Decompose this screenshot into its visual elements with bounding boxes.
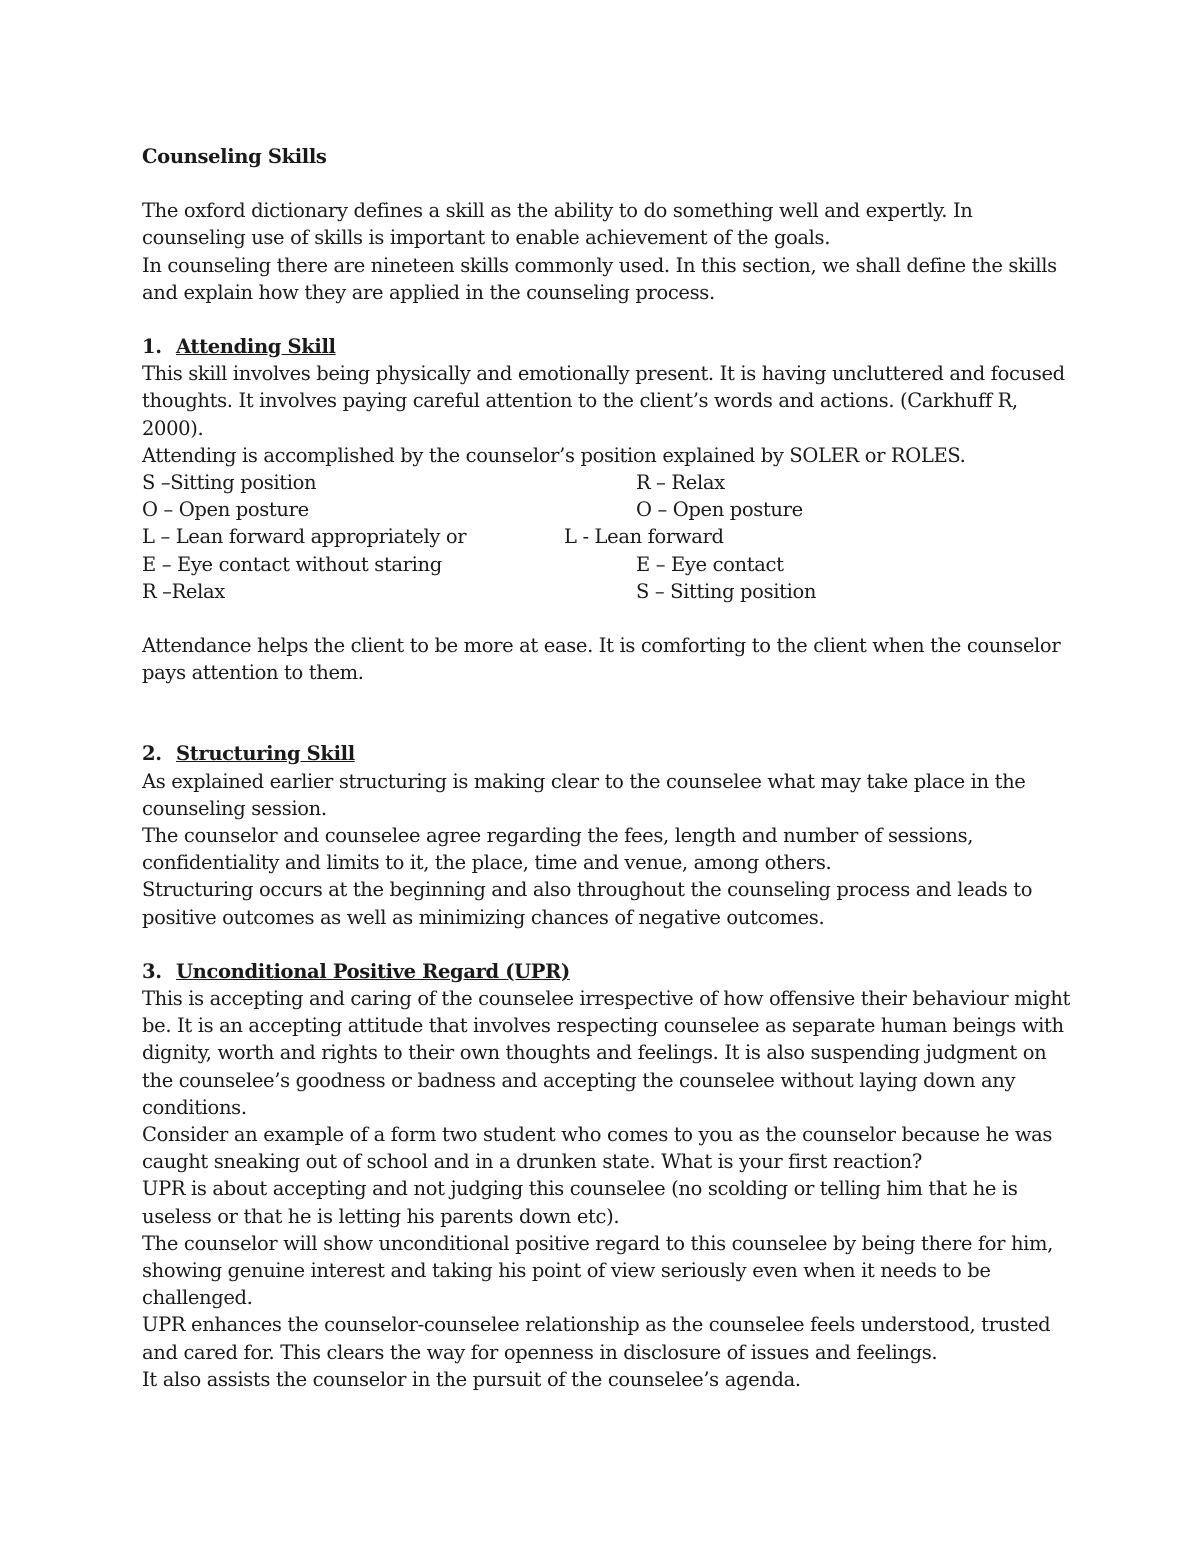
soler-row (142, 551, 1072, 578)
section-paragraph: The counselor will show unconditional positive regard to this counselee by being there for him, showing genuine interest and taking his point of view seriously even when it needs to be challenged. (142, 1231, 1054, 1310)
soler-row (142, 523, 1072, 550)
section-paragraph: It also assists the counselor in the pursuit of the counselee’s agenda. (142, 1367, 801, 1391)
section-paragraph: This is accepting and caring of the counselee irrespective of how offensive their behaviour might be. It is an accepting attitude that involves respecting counselee as separate human beings with dignity, worth and rights to their own thoughts and feelings. It is also suspending judgment on the counselee’s goodness or badness and accepting the counselee without laying down any conditions. (142, 987, 1071, 1119)
section-paragraph: The counselor and counselee agree regarding the fees, length and number of sessions, confidentiality and limits to it, the place, time and venue, among others. (142, 823, 974, 875)
soler-item: E – Eye contact without staring (142, 552, 442, 576)
section-paragraph: UPR is about accepting and not judging this counselee (no scolding or telling him that he is useless or that he is letting his parents down etc). (142, 1177, 1018, 1228)
section-paragraph: Attending is accomplished by the counselor’s position explained by SOLER or ROLES. (142, 443, 966, 467)
section-heading (142, 333, 1072, 360)
roles-item: O – Open posture (636, 498, 803, 522)
soler-item: L – Lean forward appropriately or (142, 525, 467, 549)
soler-item: R –Relax (142, 579, 225, 603)
section-number: 1. (142, 335, 162, 359)
soler-row (142, 469, 1072, 496)
document-page (142, 143, 1072, 1393)
section-paragraph: This skill involves being physically and emotionally present. It is having uncluttered and focused thoughts. It involves paying careful attention to the client’s words and actions. (Carkhuff R, 2000). (142, 362, 1065, 440)
section-paragraph: Consider an example of a form two student who comes to you as the counselor because he was caught sneaking out of school and in a drunken state. What is your first reaction? (142, 1123, 1053, 1174)
section-heading (142, 958, 1072, 985)
soler-item: O – Open posture (142, 498, 309, 522)
section-title: Structuring Skill (176, 742, 355, 766)
section-paragraph: Attendance helps the client to be more at ease. It is comforting to the client when the counselor pays attention to them. (142, 633, 1061, 685)
soler-row (142, 496, 1072, 523)
soler-row (142, 578, 1072, 605)
section-heading (142, 740, 1072, 767)
section-title: Unconditional Positive Regard (UPR) (176, 959, 570, 983)
section-title: Attending Skill (176, 335, 336, 359)
section-paragraph: UPR enhances the counselor-counselee relationship as the counselee feels understood, trusted and cared for. This clears the way for openness in disclosure of issues and feelings. (142, 1313, 1051, 1364)
intro-paragraph: In counseling there are nineteen skills commonly used. In this section, we shall define the skills and explain how they are applied in the counseling process. (142, 253, 1057, 304)
roles-item: S – Sitting position (636, 579, 817, 603)
roles-item: E – Eye contact (636, 552, 784, 576)
section-number: 2. (142, 742, 162, 766)
intro-paragraph: The oxford dictionary defines a skill as the ability to do something well and expertly. In counseling use of skills is important to enable achievement of the goals. (142, 199, 973, 250)
soler-item: S –Sitting position (142, 471, 317, 495)
section-paragraph: As explained earlier structuring is making clear to the counselee what may take place in the counseling session. (142, 769, 1026, 820)
roles-item: R – Relax (636, 471, 725, 495)
section-number: 3. (142, 959, 162, 983)
section-paragraph: Structuring occurs at the beginning and also throughout the counseling process and leads to positive outcomes as well as minimizing chances of negative outcomes. (142, 878, 1033, 929)
roles-item: L - Lean forward (564, 525, 724, 549)
document-title: Counseling Skills (142, 145, 327, 168)
